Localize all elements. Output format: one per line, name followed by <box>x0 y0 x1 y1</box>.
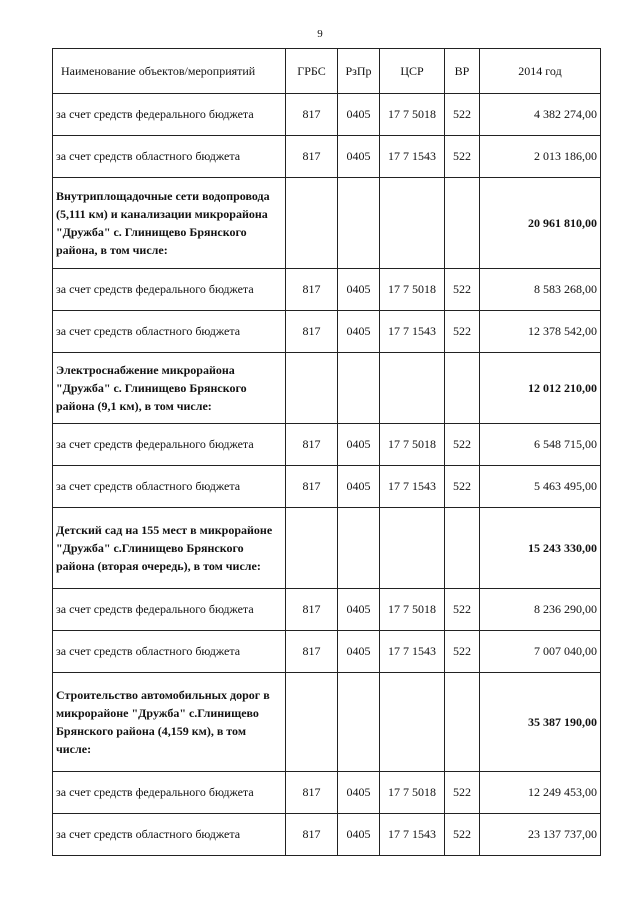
row-rzpr: 0405 <box>338 466 380 508</box>
row-csr: 17 7 5018 <box>380 94 445 136</box>
row-rzpr: 0405 <box>338 424 380 466</box>
row-grbs: 817 <box>286 466 338 508</box>
row-rzpr: 0405 <box>338 589 380 631</box>
table-row <box>53 466 601 508</box>
row-amount: 8 583 268,00 <box>480 269 601 311</box>
row-grbs: 817 <box>286 814 338 856</box>
header-grbs: ГРБС <box>286 49 338 94</box>
row-grbs <box>286 673 338 772</box>
row-csr: 17 7 5018 <box>380 269 445 311</box>
table-row <box>53 269 601 311</box>
row-amount: 2 013 186,00 <box>480 136 601 178</box>
row-vr: 522 <box>445 814 480 856</box>
row-amount: 7 007 040,00 <box>480 631 601 673</box>
row-vr: 522 <box>445 269 480 311</box>
object-total: 15 243 330,00 <box>480 508 601 589</box>
row-grbs: 817 <box>286 311 338 353</box>
row-vr: 522 <box>445 94 480 136</box>
table-row-object <box>53 178 601 269</box>
object-total: 20 961 810,00 <box>480 178 601 269</box>
table-row <box>53 631 601 673</box>
table-row <box>53 424 601 466</box>
row-vr <box>445 508 480 589</box>
row-amount: 12 378 542,00 <box>480 311 601 353</box>
row-csr <box>380 673 445 772</box>
row-grbs: 817 <box>286 136 338 178</box>
table-header-row <box>53 49 601 94</box>
row-csr <box>380 508 445 589</box>
table-row-object <box>53 353 601 424</box>
row-vr <box>445 673 480 772</box>
header-year: 2014 год <box>480 49 601 94</box>
row-amount: 8 236 290,00 <box>480 589 601 631</box>
table-row-object <box>53 508 601 589</box>
row-vr <box>445 353 480 424</box>
row-csr: 17 7 1543 <box>380 631 445 673</box>
row-rzpr <box>338 353 380 424</box>
row-grbs: 817 <box>286 631 338 673</box>
row-rzpr <box>338 673 380 772</box>
row-name: за счет средств федерального бюджета <box>53 94 286 136</box>
row-name: за счет средств областного бюджета <box>53 814 286 856</box>
row-amount: 6 548 715,00 <box>480 424 601 466</box>
row-vr: 522 <box>445 136 480 178</box>
row-name: за счет средств федерального бюджета <box>53 589 286 631</box>
row-vr: 522 <box>445 424 480 466</box>
object-name: Строительство автомобильных дорог в микрорайоне "Дружба" с.Глинищево Брянского района (4,159 км), в том числе: <box>53 673 286 772</box>
row-rzpr: 0405 <box>338 631 380 673</box>
header-csr: ЦСР <box>380 49 445 94</box>
object-name: Внутриплощадочные сети водопровода (5,111 км) и канализации микрорайона "Дружба" с. Глинищево Брянского района, в том числе: <box>53 178 286 269</box>
row-csr: 17 7 5018 <box>380 589 445 631</box>
table-row <box>53 311 601 353</box>
row-amount: 5 463 495,00 <box>480 466 601 508</box>
table-row <box>53 814 601 856</box>
object-name: Электроснабжение микрорайона "Дружба" с. Глинищево Брянского района (9,1 км), в том числе: <box>53 353 286 424</box>
row-vr: 522 <box>445 631 480 673</box>
table-row <box>53 772 601 814</box>
row-csr <box>380 178 445 269</box>
row-csr: 17 7 1543 <box>380 466 445 508</box>
row-name: за счет средств областного бюджета <box>53 631 286 673</box>
row-csr <box>380 353 445 424</box>
row-csr: 17 7 5018 <box>380 772 445 814</box>
row-amount: 4 382 274,00 <box>480 94 601 136</box>
row-name: за счет средств областного бюджета <box>53 136 286 178</box>
row-rzpr <box>338 508 380 589</box>
row-csr: 17 7 1543 <box>380 311 445 353</box>
header-name: Наименование объектов/мероприятий <box>53 49 286 94</box>
row-grbs: 817 <box>286 269 338 311</box>
row-amount: 12 249 453,00 <box>480 772 601 814</box>
row-name: за счет средств федерального бюджета <box>53 269 286 311</box>
row-grbs: 817 <box>286 589 338 631</box>
row-grbs: 817 <box>286 94 338 136</box>
row-csr: 17 7 1543 <box>380 136 445 178</box>
table-row <box>53 94 601 136</box>
object-total: 12 012 210,00 <box>480 353 601 424</box>
row-csr: 17 7 5018 <box>380 424 445 466</box>
row-vr: 522 <box>445 772 480 814</box>
header-vr: ВР <box>445 49 480 94</box>
row-rzpr <box>338 178 380 269</box>
budget-table <box>52 48 601 856</box>
table-row <box>53 136 601 178</box>
row-vr: 522 <box>445 466 480 508</box>
row-name: за счет средств областного бюджета <box>53 311 286 353</box>
row-grbs <box>286 508 338 589</box>
row-grbs: 817 <box>286 772 338 814</box>
table-row-object <box>53 673 601 772</box>
row-vr: 522 <box>445 589 480 631</box>
header-rzpr: РзПр <box>338 49 380 94</box>
row-amount: 23 137 737,00 <box>480 814 601 856</box>
row-csr: 17 7 1543 <box>380 814 445 856</box>
row-grbs <box>286 178 338 269</box>
table-row <box>53 589 601 631</box>
row-rzpr: 0405 <box>338 269 380 311</box>
row-grbs <box>286 353 338 424</box>
object-total: 35 387 190,00 <box>480 673 601 772</box>
row-rzpr: 0405 <box>338 311 380 353</box>
page-number: 9 <box>317 28 323 40</box>
row-rzpr: 0405 <box>338 772 380 814</box>
object-name: Детский сад на 155 мест в микрорайоне "Дружба" с.Глинищево Брянского района (вторая очередь), в том числе: <box>53 508 286 589</box>
row-name: за счет средств областного бюджета <box>53 466 286 508</box>
row-rzpr: 0405 <box>338 814 380 856</box>
row-name: за счет средств федерального бюджета <box>53 424 286 466</box>
row-name: за счет средств федерального бюджета <box>53 772 286 814</box>
row-rzpr: 0405 <box>338 94 380 136</box>
row-vr <box>445 178 480 269</box>
row-rzpr: 0405 <box>338 136 380 178</box>
row-vr: 522 <box>445 311 480 353</box>
row-grbs: 817 <box>286 424 338 466</box>
